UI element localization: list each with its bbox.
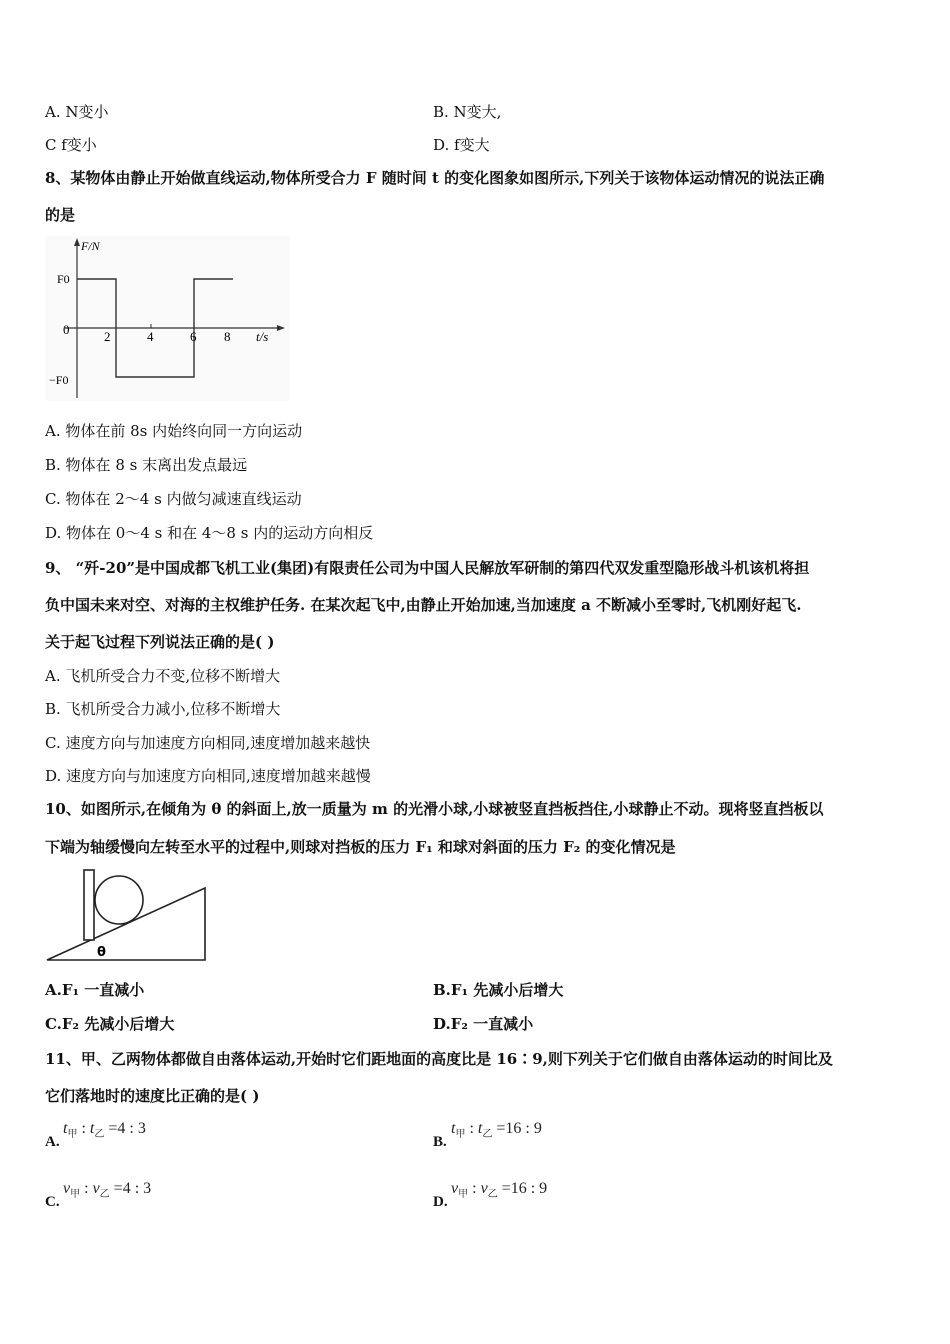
q9-option-b: B. 飞机所受合力减小,位移不断增大 [45,700,281,718]
q11-stem-line1: 11、甲、乙两物体都做自由落体运动,开始时它们距地面的高度比是 16∶9,则下列关于它们做自由落体运动的时间比及 [45,1050,833,1068]
q9-option-c: C. 速度方向与加速度方向相同,速度增加越来越快 [45,734,371,752]
q11-option-a-label: A. [45,1134,60,1150]
q8-option-c: C. 物体在 2～4 s 内做匀减速直线运动 [45,490,302,508]
y-tick-f0: F0 [57,272,70,286]
q7-option-c: C f变小 [45,136,97,154]
q9-stem-line2: 负中国未来对空、对海的主权维护任务. 在某次起飞中,由静止开始加速,当加速度 a 不断减小至零时,飞机刚好起飞. [45,596,802,614]
q7-option-d: D. f变大 [433,136,490,154]
q11-option-c-expression: $v_甲$ : $v_乙 =4$ : 3 [63,1180,152,1200]
q11-option-a-expression: $t_甲$ : $t_乙 =4$ : 3 [63,1120,146,1140]
q11-stem-line2: 它们落地时的速度比正确的是( ) [45,1087,260,1105]
q11-option-c-label: C. [45,1194,60,1210]
q9-stem-line1: 9、 “歼-20”是中国成都飞机工业(集团)有限责任公司为中国人民解放军研制的第四代双发重型隐形战斗机该机将担 [45,559,810,577]
q11-option-b-expression: $t_甲$ : $t_乙 =16$ : 9 [451,1120,542,1140]
q9-option-d: D. 速度方向与加速度方向相同,速度增加越来越慢 [45,767,371,785]
q11-option-d-label: D. [433,1194,448,1210]
q7-option-b: B. N变大, [433,103,502,121]
ball [95,876,143,924]
y-tick-neg-f0: −F0 [49,373,69,387]
x-axis-label: t/s [256,329,269,344]
x-tick-label-6: 6 [190,329,197,344]
q8-force-time-graph [45,236,290,401]
y-tick-zero: 0 [63,322,70,337]
q10-option-c: C.F₂ 先减小后增大 [45,1015,175,1033]
q9-stem-line3: 关于起飞过程下列说法正确的是( ) [45,633,275,651]
q10-stem-line1: 10、如图所示,在倾角为 θ 的斜面上,放一质量为 m 的光滑小球,小球被竖直挡板挡住,小球静止不动。现将竖直挡板以 [45,800,824,818]
q7-option-a: A. N变小 [45,103,109,121]
q10-incline-figure [45,866,210,964]
q11-option-c [45,1180,245,1214]
q8-stem-line2: 的是 [45,206,76,224]
q8-option-b: B. 物体在 8 s 末离出发点最远 [45,456,248,474]
q9-option-a: A. 飞机所受合力不变,位移不断增大 [45,667,281,685]
q10-option-a: A.F₁ 一直减小 [45,981,145,999]
x-tick-label-4: 4 [147,329,154,344]
q10-option-d: D.F₂ 一直减小 [433,1015,534,1033]
vertical-board [84,870,94,940]
q11-option-b [433,1120,633,1154]
q11-option-d-expression: $v_甲$ : $v_乙 =16$ : 9 [451,1180,548,1200]
q11-option-d [433,1180,633,1214]
x-tick-label-8: 8 [224,329,231,344]
q11-option-b-label: B. [433,1134,447,1150]
angle-theta-label: θ [97,945,106,960]
x-tick-label-2: 2 [104,329,111,344]
q11-option-a [45,1120,245,1154]
q8-option-d: D. 物体在 0～4 s 和在 4～8 s 内的运动方向相反 [45,524,374,542]
q10-stem-line2: 下端为轴缓慢向左转至水平的过程中,则球对挡板的压力 F₁ 和球对斜面的压力 F₂ 的变化情况是 [45,838,676,856]
q8-stem-line1: 8、某物体由静止开始做直线运动,物体所受合力 F 随时间 t 的变化图象如图所示,下列关于该物体运动情况的说法正确 [45,169,825,187]
q10-option-b: B.F₁ 先减小后增大 [433,981,564,999]
y-axis-label: F/N [81,239,100,253]
q8-option-a: A. 物体在前 8s 内始终向同一方向运动 [45,422,303,440]
